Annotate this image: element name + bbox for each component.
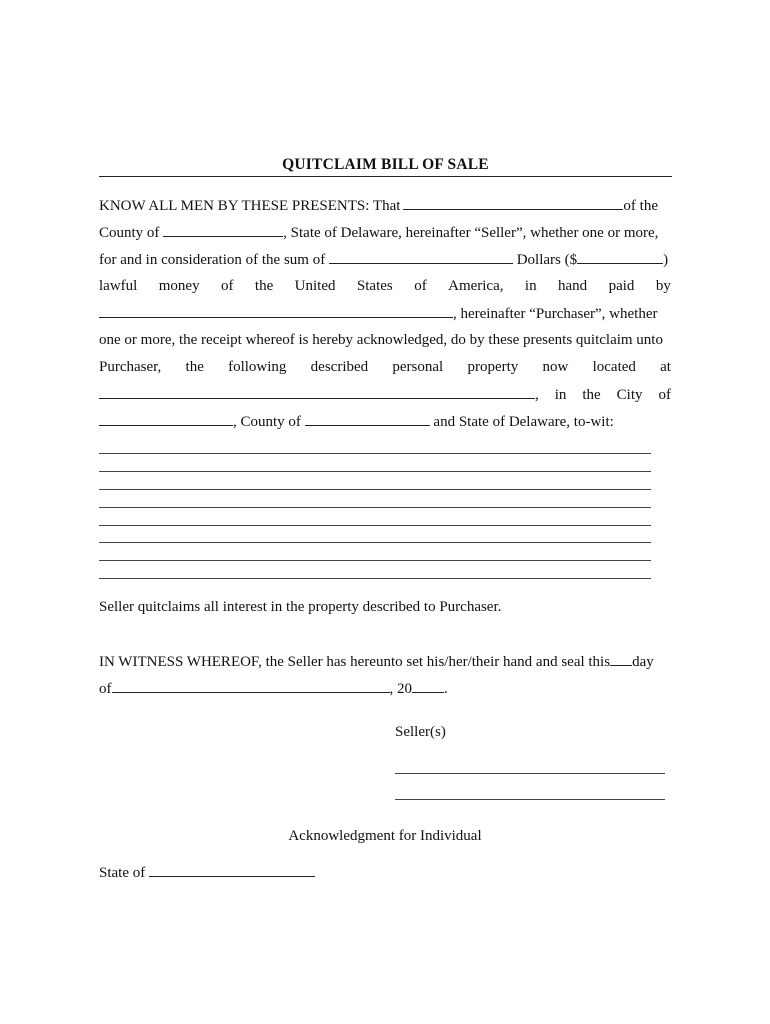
word: the xyxy=(185,359,204,375)
property-description-line[interactable] xyxy=(99,542,651,543)
word: the xyxy=(254,278,274,294)
property-description-line[interactable] xyxy=(99,560,651,561)
state-blank[interactable] xyxy=(149,862,315,877)
location-line xyxy=(99,384,671,404)
property-description-line[interactable] xyxy=(99,471,651,472)
acknowledgment-heading: Acknowledgment for Individual xyxy=(288,828,482,844)
purchaser-text: , hereinafter “Purchaser”, whether xyxy=(453,306,658,322)
receipt-text: one or more, the receipt whereof is hereby acknowledged, do by these presents quitclaim unto xyxy=(99,332,663,348)
intro-text: KNOW ALL MEN BY THESE PRESENTS: That xyxy=(99,198,401,214)
word: America, xyxy=(448,278,504,294)
word: by xyxy=(655,278,671,294)
seller-signature-line[interactable] xyxy=(395,799,665,800)
word: located xyxy=(592,359,636,375)
lawful-money-line xyxy=(99,276,671,296)
word: lawful xyxy=(99,278,138,294)
title-underline xyxy=(99,176,672,177)
month-blank[interactable] xyxy=(112,678,390,693)
word: Purchaser, xyxy=(99,359,162,375)
year-blank[interactable] xyxy=(412,678,444,693)
word: in xyxy=(524,278,537,294)
word: of xyxy=(414,278,427,294)
property-description-line[interactable] xyxy=(99,578,651,579)
county-of-text: , County of xyxy=(233,414,301,430)
word: following xyxy=(228,359,287,375)
word: States xyxy=(356,278,393,294)
word: hand xyxy=(558,278,588,294)
purchaser-name-blank[interactable] xyxy=(99,303,453,318)
word: now xyxy=(542,359,569,375)
state-of-label: State of xyxy=(99,865,146,881)
sellers-label: Seller(s) xyxy=(395,724,446,740)
word: of xyxy=(658,387,671,403)
amount-words-blank[interactable] xyxy=(329,249,513,264)
city-county-line xyxy=(99,411,671,431)
county-label: County of xyxy=(99,225,160,241)
seller-county-blank[interactable] xyxy=(163,222,283,237)
word: described xyxy=(310,359,369,375)
of-label: of xyxy=(99,681,112,697)
word: of xyxy=(221,278,234,294)
day-blank[interactable] xyxy=(610,651,632,666)
property-line xyxy=(99,357,671,377)
day-label: day xyxy=(632,654,654,670)
consideration-text: for and in consideration of the sum of xyxy=(99,252,326,268)
city-blank[interactable] xyxy=(99,411,233,426)
word: personal xyxy=(392,359,444,375)
comma: , xyxy=(535,387,539,403)
word: money xyxy=(158,278,200,294)
intro-line-1 xyxy=(99,195,671,215)
property-county-blank[interactable] xyxy=(305,411,430,426)
quitclaim-statement: Seller quitclaims all interest in the property described to Purchaser. xyxy=(99,599,502,615)
purchaser-line xyxy=(99,303,671,323)
of-the-text: of the xyxy=(623,198,658,214)
word: in xyxy=(554,387,567,403)
seller-name-blank[interactable] xyxy=(403,195,623,210)
witness-line-1 xyxy=(99,651,654,672)
word: paid xyxy=(608,278,635,294)
amount-number-blank[interactable] xyxy=(577,249,663,264)
property-description-line[interactable] xyxy=(99,507,651,508)
property-description-line[interactable] xyxy=(99,525,651,526)
property-description-line[interactable] xyxy=(99,453,651,454)
receipt-line xyxy=(99,330,671,350)
year-prefix: , 20 xyxy=(389,681,412,697)
word: the xyxy=(582,387,601,403)
word: United xyxy=(294,278,336,294)
seller-signature-line[interactable] xyxy=(395,773,665,774)
closing-paren: ) xyxy=(663,252,669,268)
dollars-label: Dollars ($ xyxy=(516,252,578,268)
to-wit-text: and State of Delaware, to-wit: xyxy=(433,414,614,430)
intro-line-2 xyxy=(99,222,671,242)
period: . xyxy=(444,681,448,697)
document-title: QUITCLAIM BILL OF SALE xyxy=(282,156,489,173)
state-of-line xyxy=(99,862,315,883)
witness-text: IN WITNESS WHEREOF, the Seller has hereunto set his/her/their hand and seal this xyxy=(99,654,611,670)
seller-state-text: , State of Delaware, hereinafter “Seller”, whether one or more, xyxy=(283,225,659,241)
property-location-blank[interactable] xyxy=(99,384,535,399)
word: property xyxy=(467,359,519,375)
property-description-line[interactable] xyxy=(99,489,651,490)
word: City xyxy=(616,387,643,403)
witness-line-2 xyxy=(99,678,448,699)
consideration-line xyxy=(99,249,671,269)
word: at xyxy=(660,359,671,375)
